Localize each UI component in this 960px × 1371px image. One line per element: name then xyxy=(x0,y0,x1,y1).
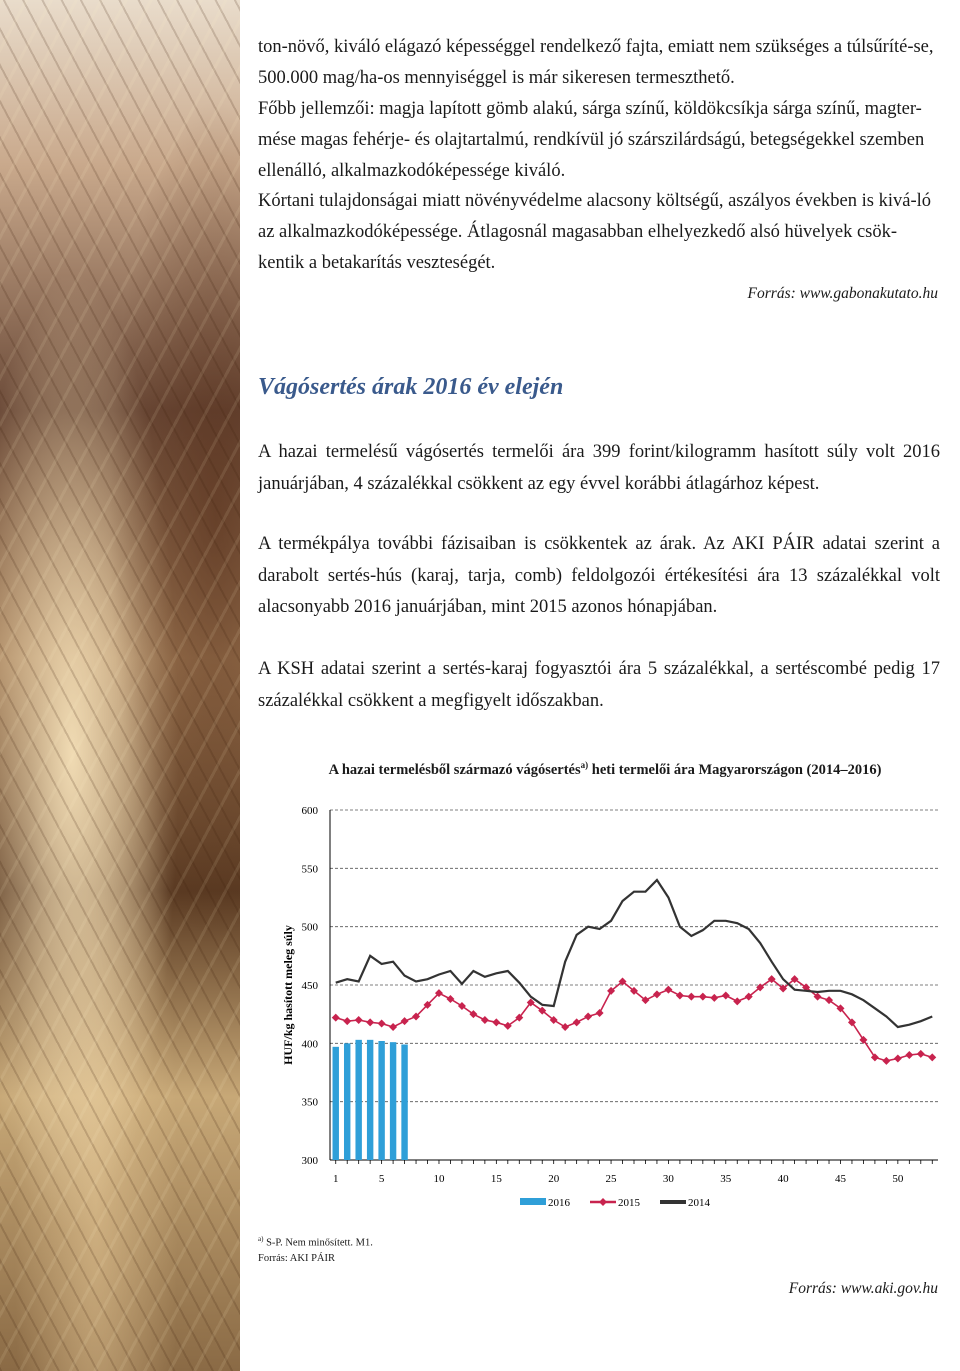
point-2015 xyxy=(355,1016,363,1024)
point-2015 xyxy=(859,1036,867,1044)
source-aki: Forrás: www.aki.gov.hu xyxy=(788,1280,938,1297)
footnote-marker: a) xyxy=(258,1235,264,1243)
point-2015 xyxy=(366,1018,374,1026)
point-2015 xyxy=(687,993,695,1001)
decorative-side-image xyxy=(0,0,240,1371)
footnote-line-2: Forrás: AKI PÁIR xyxy=(258,1252,336,1264)
x-tick-label: 40 xyxy=(777,1173,789,1185)
point-2015 xyxy=(378,1020,386,1028)
y-tick-label: 400 xyxy=(301,1038,318,1051)
x-tick-label: 5 xyxy=(378,1173,385,1185)
x-tick-label: 20 xyxy=(548,1173,560,1185)
point-2015 xyxy=(596,1009,604,1017)
point-2015 xyxy=(664,986,672,994)
x-tick-label: 30 xyxy=(662,1173,674,1185)
point-2015 xyxy=(573,1018,581,1026)
point-2015 xyxy=(389,1023,397,1031)
point-2015 xyxy=(882,1057,890,1065)
source-gabonakutato: Forrás: www.gabonakutato.hu xyxy=(747,285,938,302)
point-2015 xyxy=(917,1050,925,1058)
price-line-chart xyxy=(270,790,950,1220)
footnote-line-1 xyxy=(258,1232,373,1251)
bar-2016 xyxy=(378,1041,384,1160)
legend-label-2015: 2015 xyxy=(618,1197,640,1209)
point-2015 xyxy=(676,992,684,1000)
bar-2016 xyxy=(355,1040,361,1160)
y-tick-label: 600 xyxy=(301,805,318,817)
text-paragraph-2: Főbb jellemzői: magja lapított gömb alakú, sárga színű, köldökcsíkja sárga színű, magter-mése magas fehérje- és olajtartalmú, rendkívül jó szárszilárdságú, betegségekkel szemben ellenálló, alkalmazkodóképessége kiváló. xyxy=(258,99,925,181)
body-paragraph-2: A termékpálya további fázisaiban is csökkentek az árak. Az AKI PÁIR adatai szerint a darabolt sertés-hús (karaj, tarja, comb) feldolgozói értékesítési ára 13 százalékkal volt alacsonyabb 2016 januárjában, mint 2015 azonos hónapjában. xyxy=(258,534,940,617)
x-tick-label: 35 xyxy=(720,1173,732,1185)
point-2015 xyxy=(710,994,718,1002)
point-2015 xyxy=(492,1018,500,1026)
x-tick-label: 15 xyxy=(490,1173,502,1185)
point-2015 xyxy=(481,1016,489,1024)
x-tick-label: 10 xyxy=(433,1173,445,1185)
legend-marker-2015 xyxy=(599,1198,607,1206)
point-2015 xyxy=(722,992,730,1000)
body-paragraph-3: A KSH adatai szerint a sertés-karaj fogyasztói ára 5 százalékkal, a sertéscombé pedig 17 százalékkal csökkent a megfigyelt időszakban. xyxy=(258,659,940,711)
y-tick-label: 450 xyxy=(301,980,318,992)
chart-footnote xyxy=(258,1232,373,1266)
bar-2016 xyxy=(344,1043,350,1160)
body-paragraph-1: A hazai termelésű vágósertés termelői ára 399 forint/kilogramm hasított súly volt 2016 januárjában, 4 százalékkal csökkent az egy évvel korábbi átlagárhoz képest. xyxy=(258,442,940,494)
bar-2016 xyxy=(401,1045,407,1161)
chart-title-main: A hazai termelésből származó vágósertés xyxy=(328,761,581,778)
point-2015 xyxy=(871,1053,879,1061)
point-2015 xyxy=(905,1051,913,1059)
point-2015 xyxy=(332,1014,340,1022)
point-2015 xyxy=(894,1055,902,1063)
chart-title xyxy=(320,760,890,779)
point-2015 xyxy=(699,993,707,1001)
y-tick-label: 350 xyxy=(301,1096,318,1109)
point-2015 xyxy=(446,995,454,1003)
text-paragraph-3: Kórtani tulajdonságai miatt növényvédelme alacsony költségű, aszályos években is kivá-ló az alkalmazkodóképessége. Átlagosnál magasabban elhelyezkedő alsó hüvelyek csök-kentik a betakarítás veszteségét. xyxy=(258,191,932,273)
legend-label-2014: 2014 xyxy=(688,1197,710,1209)
point-2015 xyxy=(733,997,741,1005)
bar-2016 xyxy=(390,1042,396,1160)
y-axis-label: HUF/kg hasított meleg súly xyxy=(281,925,295,1065)
bar-2016 xyxy=(333,1047,339,1160)
y-tick-label: 550 xyxy=(301,863,318,876)
legend-label-2016: 2016 xyxy=(548,1197,570,1209)
x-tick-label: 45 xyxy=(834,1173,846,1185)
text-paragraph-1: ton-növő, kiváló elágazó képességgel rendelkező fajta, emiatt nem szükséges a túlsűríté-se, 500.000 mag/ha-os mennyiséggel is már sikeresen termeszthető. xyxy=(258,37,934,88)
point-2015 xyxy=(401,1017,409,1025)
point-2015 xyxy=(561,1023,569,1031)
point-2015 xyxy=(343,1017,351,1025)
footnote-text: S-P. Nem minősített. M1. xyxy=(266,1237,373,1249)
point-2015 xyxy=(653,990,661,998)
y-tick-label: 300 xyxy=(301,1155,318,1167)
y-tick-label: 500 xyxy=(301,921,318,934)
legend-swatch-2016 xyxy=(520,1198,546,1205)
x-tick-label: 25 xyxy=(605,1173,617,1185)
section-heading: Vágósertés árak 2016 év elején xyxy=(258,374,564,400)
chart-title-superscript: a) xyxy=(580,760,589,770)
point-2015 xyxy=(584,1013,592,1021)
x-tick-label: 50 xyxy=(892,1173,904,1185)
x-tick-label: 1 xyxy=(332,1173,339,1185)
chart-title-rest: heti termelői ára Magyarországon (2014–2016) xyxy=(588,761,882,778)
bar-2016 xyxy=(367,1040,373,1160)
point-2015 xyxy=(928,1053,936,1061)
